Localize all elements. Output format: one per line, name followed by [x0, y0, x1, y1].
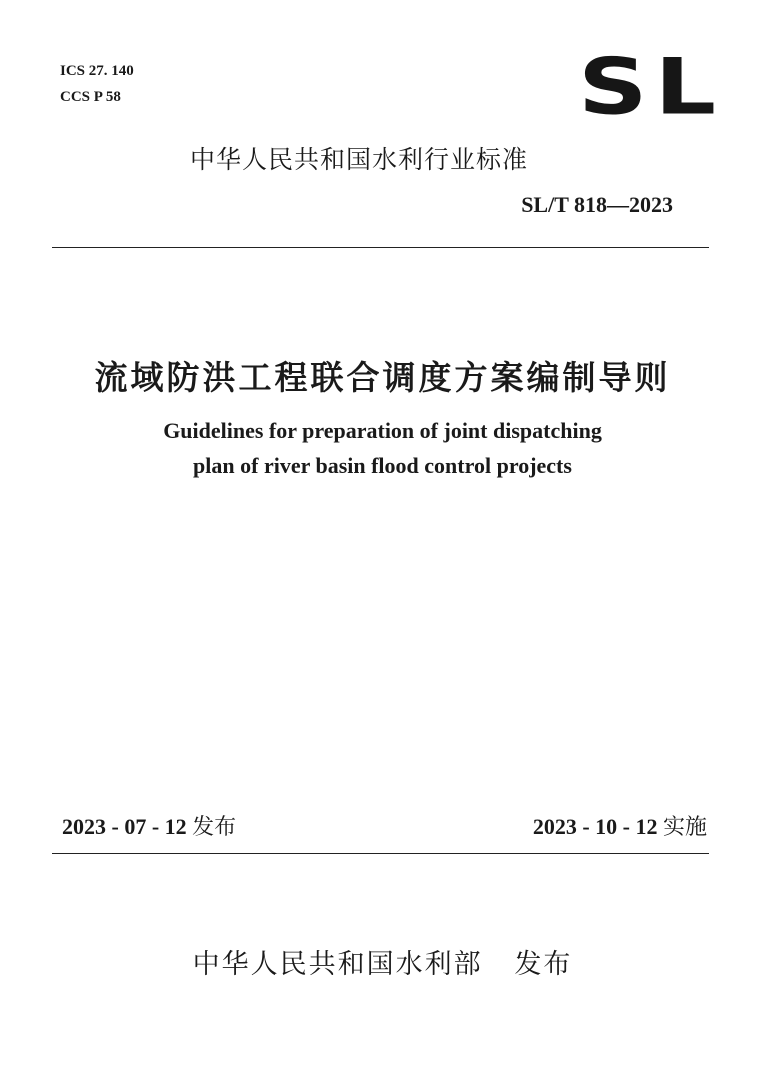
title-chinese: 流域防洪工程联合调度方案编制导则 [94, 358, 671, 397]
standard-number: SL/T 818—2023 [521, 192, 673, 217]
sl-logo: SL [578, 41, 723, 132]
issuer: 中华人民共和国水利部 发布 [192, 949, 573, 980]
classification-codes [60, 58, 134, 110]
bottom-divider [52, 853, 709, 854]
implement-date-value: 2023 - 10 - 12 [532, 814, 658, 839]
title-english-line1: Guidelines for preparation of joint dispatching [163, 418, 602, 443]
issue-date-value: 2023 - 07 - 12 [62, 814, 187, 839]
implement-label: 实施 [662, 815, 707, 840]
ics-code: ICS 27. 140 [60, 63, 134, 79]
implement-date [533, 810, 707, 841]
ccs-code: CCS P 58 [60, 89, 121, 105]
standard-type: 中华人民共和国水利行业标准 [190, 145, 529, 174]
issue-label: 发布 [192, 815, 237, 840]
top-divider [52, 247, 709, 248]
title-english-line2: plan of river basin flood control projects [193, 453, 572, 478]
issue-date [62, 810, 236, 841]
